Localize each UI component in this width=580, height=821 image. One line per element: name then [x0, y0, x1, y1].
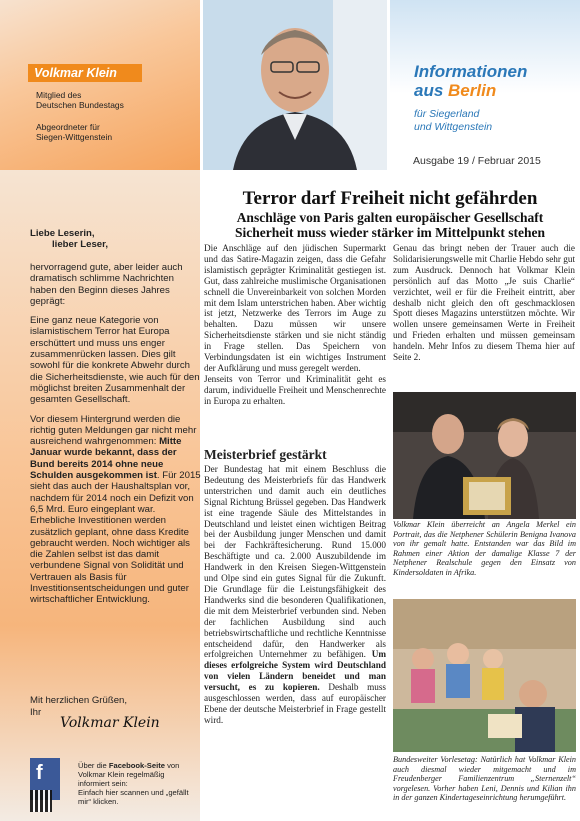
article-paragraph: Die Anschläge auf den jüdischen Supermarkt und das Satire-Magazin zeigen, dass die Gefahr islamistisch geprägter Kriminalität gestiegen ist. Gut, dass zahlreiche muslimische Organisationen schnell die Unvereinbarkeit von solchen Morden mit dem Islam unterstrichen haben. Aber wichtig ist jetzt, Netzwerke des Terrors im Auge zu behalten. Dazu müssen wir unsere Sicherheitsdienste stärken und sie nicht ständig in Frage stellen. Das Speichern von Verbindungsdaten ist ein wichtiges Instrument der Aufklärung und muss geregelt werden. [204, 243, 386, 373]
title-line1: Informationen [414, 62, 528, 81]
merkel-photo [393, 392, 576, 519]
article-column-right [393, 243, 575, 363]
article-paragraph: Genau das bringt neben der Trauer auch die Solidarisierungswelle mit Charlie Hebdo sehr gut zum Ausdruck. Dennoch hat Volkmar Klein persönlich auf das Motto „Je suis Charlie“ verzichtet, weil er für die Freiheit eintritt, aber deshalb nicht gleich den oft geschmacklosen Spott dieses Magazins unterstützen möchte. Wir wollen unsere gemeinsamen Werte in Freiheit und Frieden erhalten und müssen gemeinsam handeln. Mehr Infos zu diesem Thema hier auf Seite 2. [393, 243, 575, 363]
letter-text: Vor diesem Hintergrund werden die richtig guten Meldungen gar nicht mehr ausreichend wahrgenommen: [30, 413, 197, 448]
article-subtitle [204, 210, 576, 240]
fb-text: Einfach hier scannen und „gefällt mir“ klicken. [78, 788, 189, 806]
subtitle-line: Sicherheit muss wieder stärker im Mittelpunkt stehen [235, 225, 545, 240]
role-block-1 [36, 90, 124, 110]
article-title: Terror darf Freiheit nicht gefährden [242, 188, 538, 209]
role-line: Siegen-Wittgenstein [36, 132, 113, 142]
fb-text: Über die [78, 761, 109, 770]
signoff-line: Mit herzlichen Grüßen, [30, 695, 128, 706]
facebook-promo-text [78, 761, 198, 806]
vorlesetag-photo [393, 599, 576, 752]
portrait-illustration [203, 0, 387, 170]
newsletter-title [414, 62, 527, 100]
article-highlight: Um dieses erfolgreiche System wird Deutschland von vielen Ländern beneidet und man versucht, es zu kopieren. [204, 649, 386, 693]
section-heading: Meisterbrief gestärkt [204, 447, 327, 462]
author-name-badge: Volkmar Klein [28, 64, 142, 82]
role-line: Abgeordneter für [36, 122, 100, 132]
fb-link[interactable]: Facebook-Seite [108, 761, 165, 770]
letter-text: . Für 2015 sieht das auch der Haushaltsplan vor, nachdem für 2014 noch ein Defizit von 6,5 Mrd. Euro eingeplant war. Erhebliche Investitionen werden zusätzlich geplant, ohne dass Kredite gebraucht werden. Noch wichtiger als die Zahlen selbst ist das damit verbundene Signal von Solidität und Vertrauen als Basis für Investitionsentscheidungen und guter wirtschaftlicher Entwicklung. [30, 470, 201, 606]
role-line: Deutschen Bundestags [36, 100, 124, 110]
letter-highlight: Mitte Januar wurde bekannt, dass der Bund bereits 2014 ohne neue Schulden ausgekommen ist [30, 436, 182, 482]
article-paragraph [204, 464, 386, 726]
issue-label: Ausgabe 19 / Februar 2015 [413, 155, 541, 167]
subtitle-line: Anschläge von Paris galten europäischer Gesellschaft [236, 210, 544, 225]
role-block-2 [36, 122, 112, 142]
article-column-left [204, 243, 386, 407]
meisterbrief-column [204, 464, 386, 726]
photo-caption: Bundesweiter Vorlesetag: Natürlich hat Volkmar Klein auch diesmal wieder mitgemacht und im Freudenberger Familienzentrum „Sternenzelt“ vorgelesen. Vorher haben Leni, Dennis und Kilian ihn in der ganzen Kindertageseinrichtung herumgeführt. [393, 755, 576, 803]
letter-paragraph: Eine ganz neue Kategorie von islamistischem Terror hat Europa erschüttert und muss uns enger zusammenrücken lassen. Dies gilt sowohl für die konkrete Abwehr durch die Sicherheitsdienste, wie auch für den möglichst breiten Zusammenhalt der gesamten Gesellschaft. [30, 315, 200, 406]
title-aus: aus [414, 81, 444, 100]
letter-body [30, 262, 202, 614]
header [0, 0, 580, 170]
subtitle-line: und Wittgenstein [414, 121, 493, 133]
title-berlin: Berlin [448, 81, 497, 100]
newsletter-subtitle [414, 108, 492, 134]
fb-text: von Volkmar Klein regelmäßig informiert sein: [78, 761, 180, 788]
role-line: Mitglied des [36, 90, 82, 100]
vorlesetag-illustration [393, 599, 576, 752]
letter-paragraph: hervorragend gute, aber leider auch dramatisch schlimme Nachrichten haben den Beginn dieses Jahres geprägt: [30, 262, 183, 307]
facebook-f-icon: f [36, 762, 43, 784]
merkel-photo-illustration [393, 392, 576, 519]
photo-caption: Volkmar Klein überreicht an Angela Merkel ein Portrait, das die Netphener Schülerin Benigna Ivanova von ihr gemalt hatte. Entstanden war das Bild im Rahmen einer Aktion der damalige Klasse 7 der Netphener Realschule gegen den Einsatz von Kindersoldaten in Afrika. [393, 520, 576, 577]
letter-paragraph [30, 414, 202, 606]
title-line2 [414, 81, 527, 100]
portrait-photo [203, 0, 387, 170]
header-left-panel [0, 0, 200, 170]
signature: Volkmar Klein [60, 715, 160, 731]
qr-code-icon[interactable] [30, 790, 52, 812]
article-paragraph: Jenseits von Terror und Kriminalität geht es darum, individuelle Freiheit und Menschenrechte in Europa zu erhalten. [204, 373, 386, 406]
subtitle-line: für Siegerland [414, 108, 480, 120]
greeting-line1: Liebe Leserin, [30, 228, 95, 239]
signoff-line: Ihr [30, 706, 42, 718]
article-text: Deshalb muss ausgeschlossen werden, dass auf europäischer Ebene der deutsche Meisterbrief in Frage gestellt wird. [204, 682, 386, 725]
article-text: Der Bundestag hat mit einem Beschluss die Bedeutung des Meisterbriefs für das Handwerk unterstrichen und damit auch ein deutliches Signal Richtung Brüssel gegeben. Das Handwerk ist eine tragende Säule des Mittelstandes in Deutschland und leistet einen wichtigen Beitrag bei der Ausbildung junger Menschen und damit bei der Fachkräftesicherung. Rund 15.000 Beschäftigte und ca. 2.000 Auszubildende im Handwerk in den Kreisen Siegen-Wittgenstein und Olpe sind ein gutes Signal für die Zukunft. Die Grundlage für die Leistungsfähigkeit des Handwerks sind die besonderen Qualifikationen, die mit dem Meisterbrief verbunden sind. Neben der fachlichen Ausbildung sind auch betriebswirtschaftliche und rechtliche Kenntnisse entscheidend dafür, den Handwerker als erfolgreichen Unternehmer zu befähigen. [204, 464, 386, 660]
greeting-line2: lieber Leser, [52, 239, 108, 250]
